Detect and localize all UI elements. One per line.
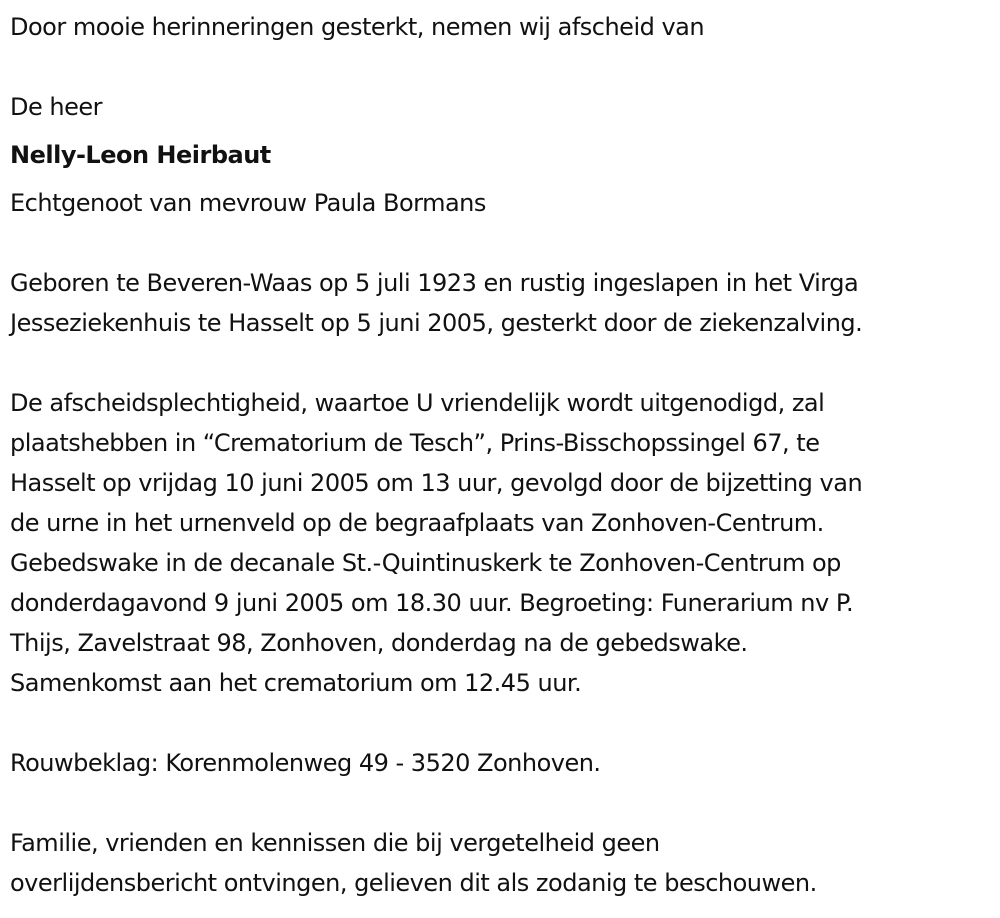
paragraph-line: donderdagavond 9 juni 2005 om 18.30 uur. Begroeting: Funerarium nv P. bbox=[10, 589, 854, 617]
spacer bbox=[10, 703, 1000, 743]
deceased-name: Nelly-Leon Heirbaut bbox=[10, 141, 271, 169]
paragraph-line: Jesseziekenhuis te Hasselt op 5 juni 2005, gesterkt door de ziekenzalving. bbox=[10, 309, 863, 337]
ceremony-paragraph bbox=[10, 383, 1000, 703]
paragraph-line: overlijdensbericht ontvingen, gelieven dit als zodanig te beschouwen. bbox=[10, 869, 817, 897]
spacer bbox=[10, 47, 1000, 87]
spacer bbox=[10, 343, 1000, 383]
paragraph-line: Thijs, Zavelstraat 98, Zonhoven, donderdag na de gebedswake. bbox=[10, 629, 748, 657]
intro-line: Door mooie herinneringen gesterkt, nemen wij afscheid van bbox=[10, 13, 705, 41]
spacer bbox=[10, 223, 1000, 263]
closing-paragraph bbox=[10, 823, 1000, 903]
paragraph-line: Hasselt op vrijdag 10 juni 2005 om 13 uur, gevolgd door de bijzetting van bbox=[10, 469, 863, 497]
paragraph-line: Gebedswake in de decanale St.-Quintinuskerk te Zonhoven-Centrum op bbox=[10, 549, 841, 577]
paragraph-line: Familie, vrienden en kennissen die bij vergetelheid geen bbox=[10, 829, 660, 857]
paragraph-line: plaatshebben in “Crematorium de Tesch”, Prins-Bisschopssingel 67, te bbox=[10, 429, 820, 457]
salutation: De heer bbox=[10, 93, 102, 121]
paragraph-line: de urne in het urnenveld op de begraafplaats van Zonhoven-Centrum. bbox=[10, 509, 824, 537]
spacer bbox=[10, 127, 1000, 135]
paragraph-line: Samenkomst aan het crematorium om 12.45 uur. bbox=[10, 669, 582, 697]
paragraph-line: Geboren te Beveren-Waas op 5 juli 1923 en rustig ingeslapen in het Virga bbox=[10, 269, 859, 297]
spouse-line: Echtgenoot van mevrouw Paula Bormans bbox=[10, 189, 486, 217]
spacer bbox=[10, 783, 1000, 823]
birth-death-paragraph bbox=[10, 263, 1000, 343]
condolence-address: Rouwbeklag: Korenmolenweg 49 - 3520 Zonhoven. bbox=[10, 749, 601, 777]
spacer bbox=[10, 175, 1000, 183]
paragraph-line: De afscheidsplechtigheid, waartoe U vriendelijk wordt uitgenodigd, zal bbox=[10, 389, 825, 417]
